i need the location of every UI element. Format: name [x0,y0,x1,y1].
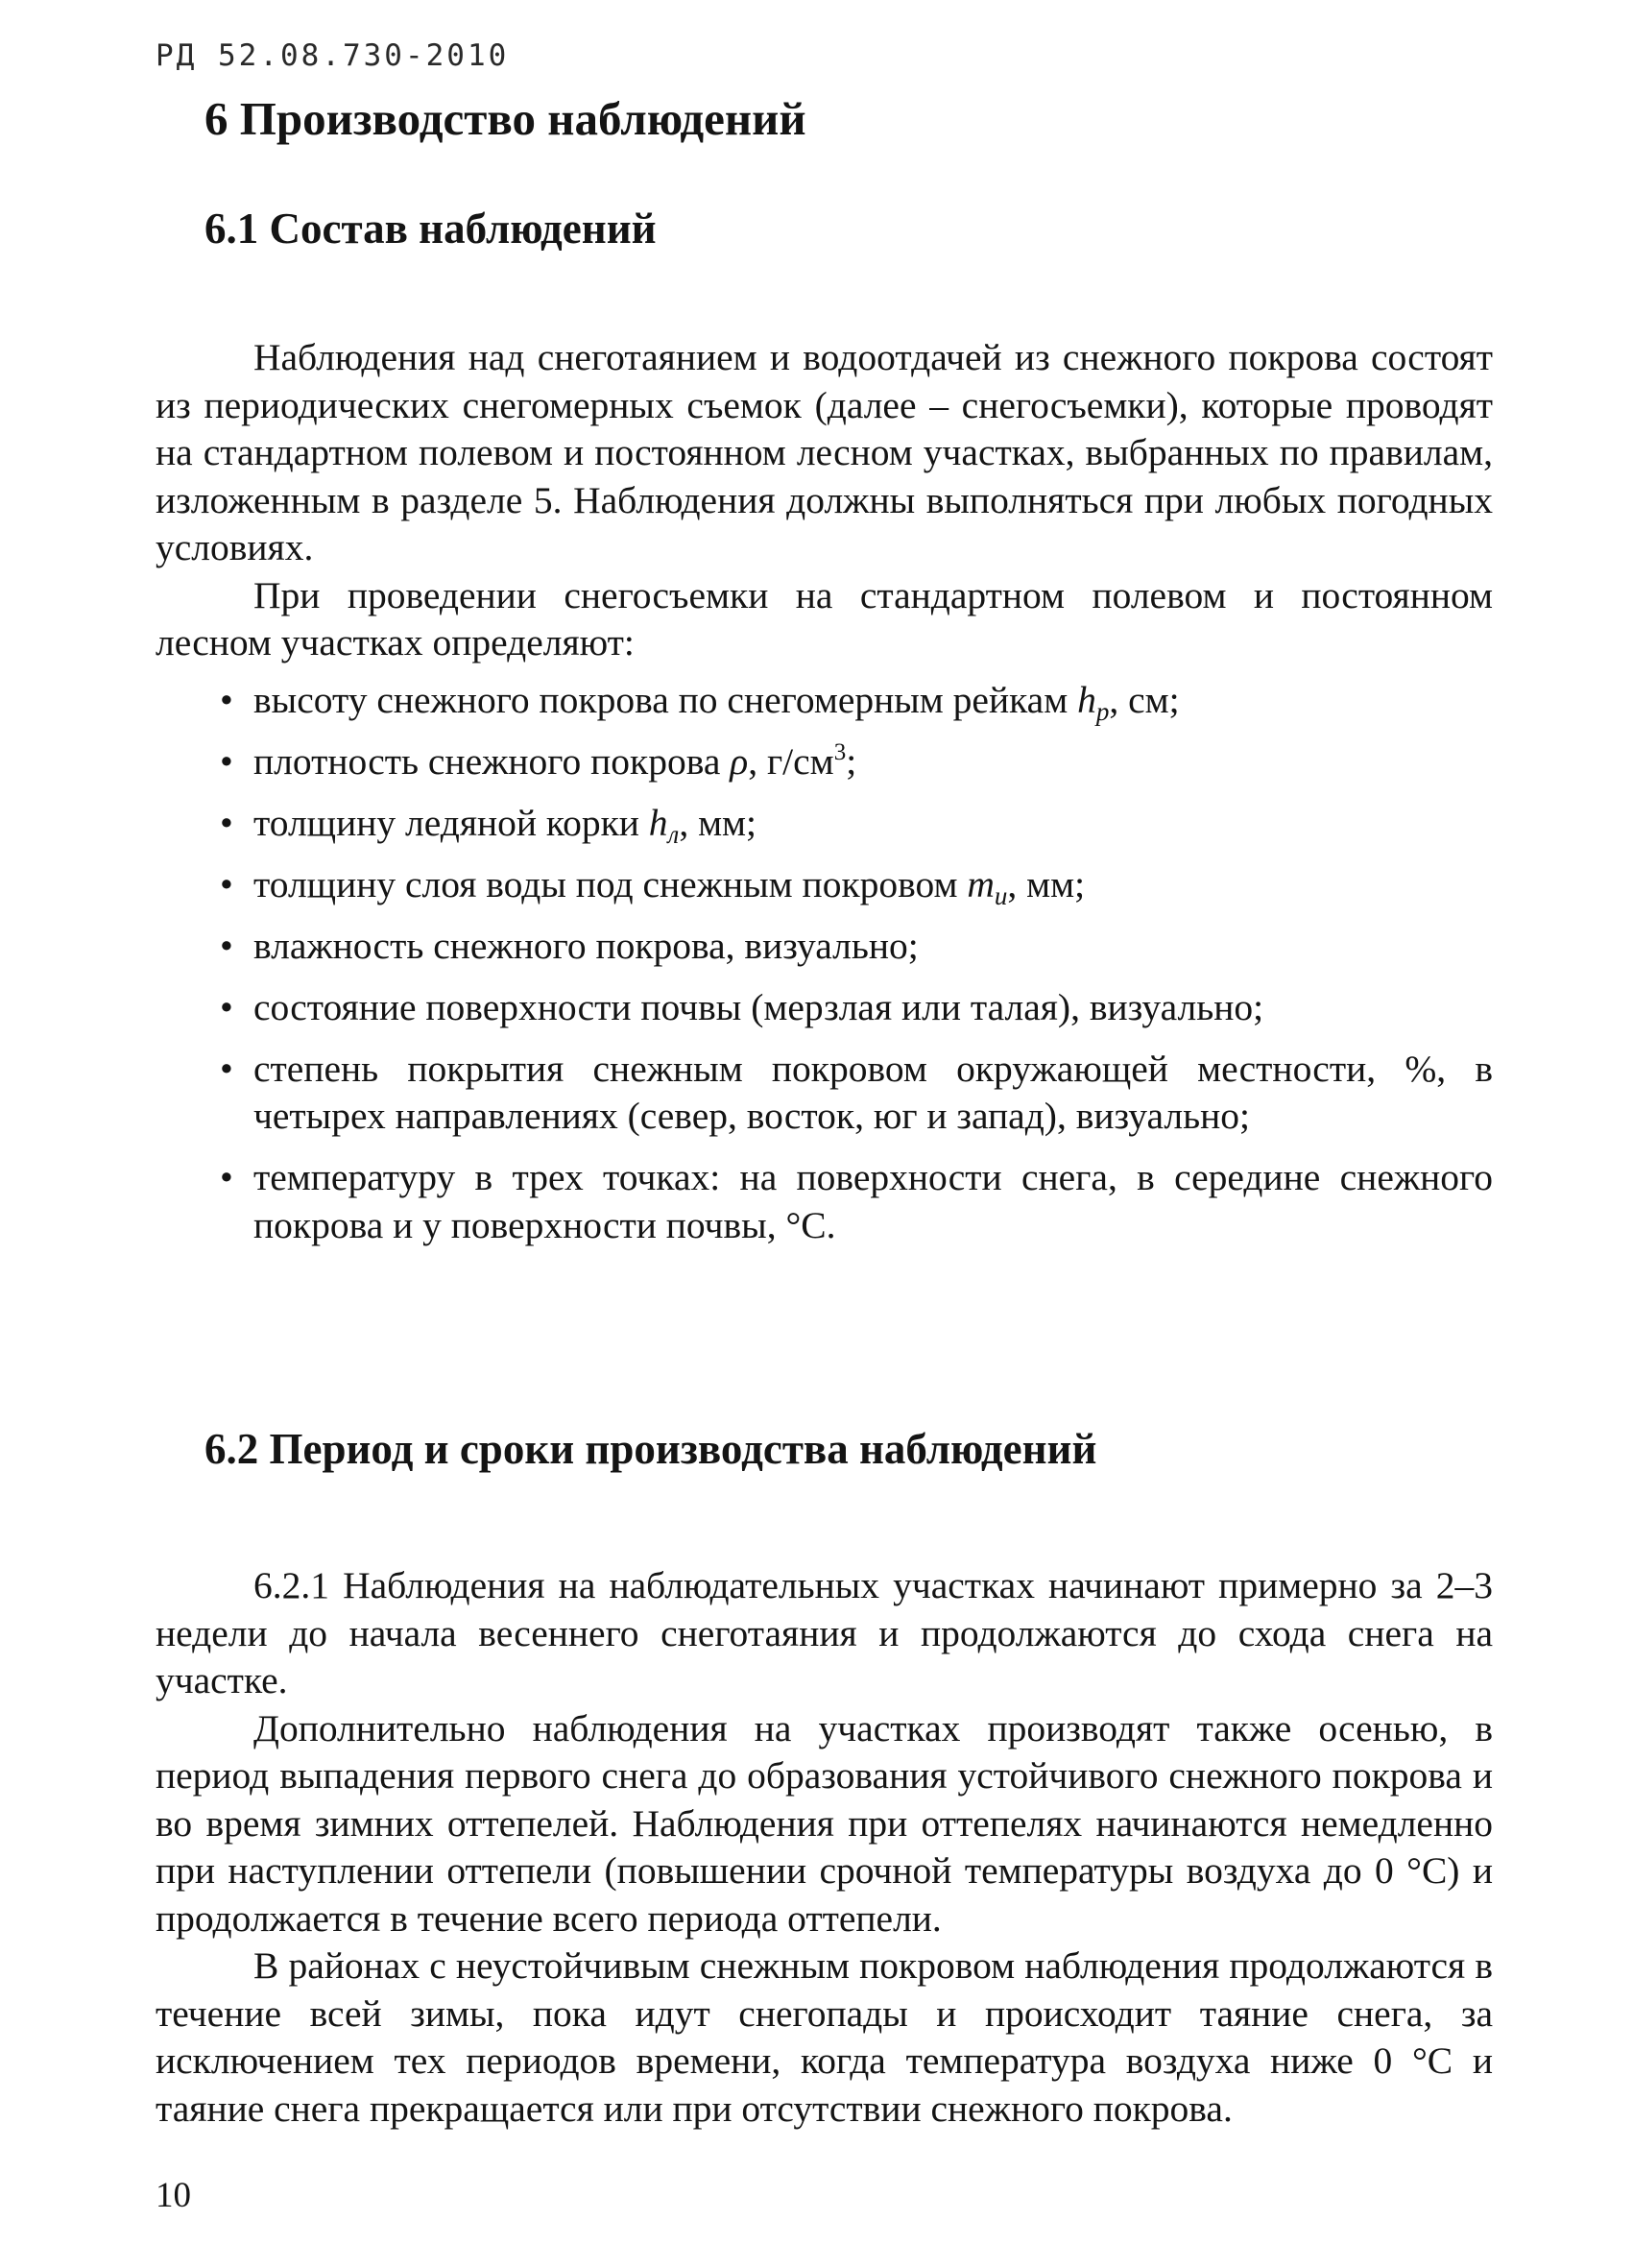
section-6-1-heading: 6.1 Состав наблюдений [204,205,657,253]
section-6-1-paragraph-1: Наблюдения над снеготаянием и водоотдачей из снежного покрова состоят из периодических снегомерных съемок (далее – снегосъемки), которые проводят на стандартном полевом и постоянном лесном участках, выбранных по правилам, изложенным в разделе 5. Наблюдения должны выполняться при любых погодных условиях. [156,336,1493,568]
list-item: • толщину слоя воды под снежным покровом $m_и$, мм; [220,862,1086,910]
measurement-list [156,677,1493,1250]
bullet-icon: • [220,1156,233,1198]
page-number: 10 [156,2176,191,2215]
list-item: • температуру в трех точках: на поверхности снега, в середине снежного покрова и у поверхности почвы, °С. [220,1156,1493,1246]
list-item: • влажность снежного покрова, визуально; [156,923,1493,971]
section-6-1-body [156,334,1493,1264]
bullet-icon: • [220,924,233,967]
list-item: • толщину ледяной корки $h_л$, мм; [220,801,757,849]
list-item: • состояние поверхности почвы (мерзлая или талая), визуально; [156,984,1493,1032]
bullet-icon: • [220,678,233,721]
list-item: • степень покрытия снежным покровом окружающей местности, %, в четырех направлениях (север, восток, юг и запад), визуально; [220,1047,1493,1137]
bullet-icon: • [220,985,233,1028]
bullet-icon: • [220,739,233,783]
section-6-title: 6 Производство наблюдений [204,92,806,145]
bullet-icon: • [220,862,233,905]
document-code: РД 52.08.730-2010 [156,38,510,73]
section-6-2-body [156,1562,1493,2133]
section-6-2-paragraph-2: Дополнительно наблюдения на участках производят также осенью, в период выпадения первого снега до образования устойчивого снежного покрова и во время зимних оттепелей. Наблюдения при оттепелях начинаются немедленно при наступлении оттепели (повышении срочной температуры воздуха до 0 °С) и продолжается в течение всего периода оттепели. [156,1706,1493,1940]
list-item: • плотность снежного покрова ρ, $г/см^3$; [156,738,1493,786]
bullet-icon: • [220,801,233,844]
section-6-1-paragraph-2: При проведении снегосъемки на стандартном полевом и постоянном лесном участках определяют: [156,573,1493,664]
section-6-2-heading: 6.2 Период и сроки производства наблюдений [204,1425,1097,1473]
list-item: • высоту снежного покрова по снегомерным рейкам $h_р$, см; [220,678,1180,726]
section-6-2-paragraph-3: В районах с неустойчивым снежным покровом наблюдения продолжаются в течение всей зимы, пока идут снегопады и происходит таяние снега, за исключением тех периодов времени, когда температура воздуха ниже 0 °С и таяние снега прекращается или при отсутствии снежного покрова. [156,1944,1493,2130]
bullet-icon: • [220,1047,233,1090]
section-6-2-paragraph-1: 6.2.1 Наблюдения на наблюдательных участках начинают примерно за 2–3 недели до начала весеннего снеготаяния и продолжаются до схода снега на участке. [156,1564,1493,1701]
